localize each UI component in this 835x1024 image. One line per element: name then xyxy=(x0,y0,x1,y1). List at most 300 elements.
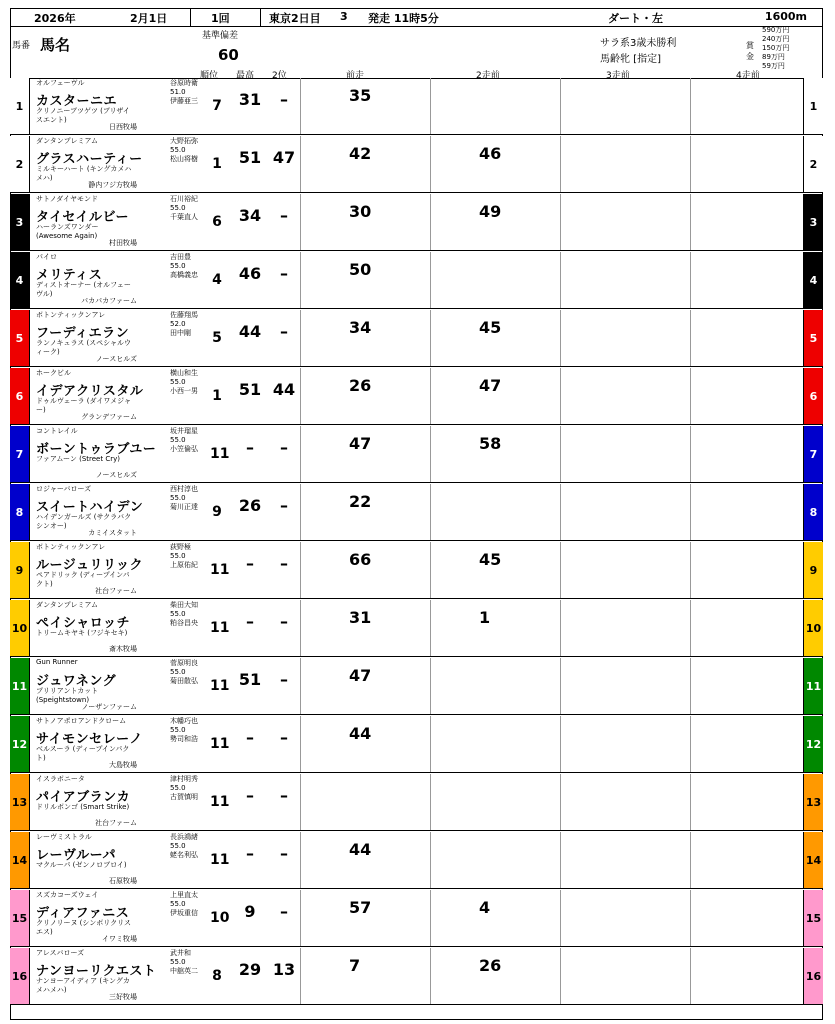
rank: 10 xyxy=(210,910,230,926)
trainer: 蛯名利弘 xyxy=(170,851,198,859)
prev2-score: 46 xyxy=(479,144,502,163)
prev3 xyxy=(560,136,690,192)
second-index: 44 xyxy=(272,380,296,399)
sire: パイロ xyxy=(36,253,57,261)
waku-left: 7 xyxy=(10,426,30,482)
jockey-info xyxy=(170,543,210,570)
prev3 xyxy=(560,716,690,772)
prev1 xyxy=(300,194,430,250)
sire: コントレイル xyxy=(36,427,78,435)
best-index: 51 xyxy=(238,148,262,167)
rank: 5 xyxy=(212,330,222,346)
prev2 xyxy=(430,78,560,134)
prev3 xyxy=(560,484,690,540)
prev4 xyxy=(690,368,803,424)
waku-right: 14 xyxy=(803,832,823,888)
jockey: 武井和 xyxy=(170,949,191,957)
prev2 xyxy=(430,600,560,656)
prev2 xyxy=(430,484,560,540)
trainer: 伊藤亜三 xyxy=(170,97,198,105)
jockey: 石川裕紀 xyxy=(170,195,198,203)
prev2-score: 4 xyxy=(479,898,491,917)
waku-right: 3 xyxy=(803,194,823,250)
best-index: 29 xyxy=(238,960,262,979)
jockey: 長浜鴻緒 xyxy=(170,833,198,841)
rank: 6 xyxy=(212,214,222,230)
sire: レーヴミストラル xyxy=(36,833,92,841)
waku-left: 4 xyxy=(10,252,30,308)
prev4 xyxy=(690,136,803,192)
horse-name: ナンヨーリクエスト xyxy=(36,964,157,979)
breeder: パカパカファーム xyxy=(81,297,137,305)
trainer: 勢司和浩 xyxy=(170,735,198,743)
dam: マクルーパ (ゼンノロブロイ) xyxy=(36,861,127,869)
best-index: – xyxy=(246,612,254,631)
sire: ロジャーバローズ xyxy=(36,485,92,493)
trainer: 松山将樹 xyxy=(170,155,198,163)
trainer: 小西一男 xyxy=(170,387,198,395)
prev1 xyxy=(300,542,430,598)
std-label: 基準偏差 xyxy=(202,31,239,41)
waku-right: 16 xyxy=(803,948,823,1004)
jockey-info xyxy=(170,137,210,164)
waku-left: 10 xyxy=(10,600,30,656)
prev1 xyxy=(300,658,430,714)
prev1 xyxy=(300,832,430,888)
jockey: 吉田豊 xyxy=(170,253,191,261)
weight: 55.0 xyxy=(170,668,186,676)
waku-right: 12 xyxy=(803,716,823,772)
prize-label: 賞金 xyxy=(746,41,754,61)
trainer: 粕谷昌央 xyxy=(170,619,198,627)
table-row xyxy=(10,774,823,831)
second-label: 2位 xyxy=(272,71,287,81)
sire: サトノアポロアンドクローム xyxy=(36,717,127,725)
jockey-info xyxy=(170,659,210,686)
jockey-info xyxy=(170,949,210,976)
prev4 xyxy=(690,832,803,888)
place: 東京2日目 xyxy=(260,8,340,26)
waku-right: 4 xyxy=(803,252,823,308)
jockey: 坂井瑠星 xyxy=(170,427,198,435)
rank: 8 xyxy=(212,968,222,984)
prev4 xyxy=(690,600,803,656)
prev2 xyxy=(430,716,560,772)
breeder: 石原牧場 xyxy=(109,877,137,885)
jockey: 木幡巧也 xyxy=(170,717,198,725)
prev2 xyxy=(430,948,560,1004)
jockey: 菅原明良 xyxy=(170,659,198,667)
horse-name: パイアブランカ xyxy=(36,790,131,805)
waku-right: 10 xyxy=(803,600,823,656)
prev1-score: 57 xyxy=(349,898,372,917)
dam: ベルスーラ (ディープインパクト) xyxy=(36,745,130,762)
prev3 xyxy=(560,890,690,946)
weight: 52.0 xyxy=(170,320,186,328)
jockey: 大野拓弥 xyxy=(170,137,198,145)
dam: ドゥルヴェーラ (ダイワメジャー) xyxy=(36,397,132,414)
second-index: – xyxy=(280,786,288,805)
table-row xyxy=(10,252,823,309)
prev1 xyxy=(300,948,430,1004)
breeder: イワミ牧場 xyxy=(102,935,137,943)
table-row xyxy=(10,78,823,135)
prev2 xyxy=(430,426,560,482)
distance: 1600m xyxy=(764,10,807,23)
dam: トリームキヤキ (フジキセキ) xyxy=(36,629,128,637)
horse-name: イデアクリスタル xyxy=(36,384,144,399)
waku-right: 9 xyxy=(803,542,823,598)
sire: ダンタンプレミアム xyxy=(36,137,99,145)
table-row xyxy=(10,658,823,715)
prev3 xyxy=(560,426,690,482)
table-row xyxy=(10,890,823,947)
rank: 1 xyxy=(212,388,222,404)
best-index: 26 xyxy=(238,496,262,515)
prev3 xyxy=(560,948,690,1004)
rank: 7 xyxy=(212,98,222,114)
prev2 xyxy=(430,310,560,366)
rank: 4 xyxy=(212,272,222,288)
prev1 xyxy=(300,252,430,308)
prev3 xyxy=(560,774,690,830)
prev3 xyxy=(560,542,690,598)
waku-left: 6 xyxy=(10,368,30,424)
waku-left: 9 xyxy=(10,542,30,598)
prev1-score: 7 xyxy=(349,956,361,975)
waku-right: 1 xyxy=(803,78,823,134)
weight: 51.0 xyxy=(170,88,186,96)
second-index: – xyxy=(280,264,288,283)
prev2 xyxy=(430,368,560,424)
sire: ボトンティックンアレ xyxy=(36,311,106,319)
sire: Gun Runner xyxy=(36,658,78,666)
second-index: – xyxy=(280,496,288,515)
horse-name: メリティス xyxy=(36,268,103,283)
dam: ドリルボンゴ (Smart Strike) xyxy=(36,803,130,811)
table-row xyxy=(10,716,823,773)
second-index: – xyxy=(280,438,288,457)
sire: スズカコーズウェイ xyxy=(36,891,99,899)
best-index: 51 xyxy=(238,380,262,399)
best-index: 31 xyxy=(238,90,262,109)
second-index: – xyxy=(280,902,288,921)
prev3 xyxy=(560,310,690,366)
race-number: 3 xyxy=(340,10,348,23)
prev1 xyxy=(300,368,430,424)
weight: 55.0 xyxy=(170,900,186,908)
second-index: – xyxy=(280,554,288,573)
umaban-label: 馬番 xyxy=(12,41,31,51)
prev1-label: 前走 xyxy=(346,71,365,81)
prize-5: 59万円 xyxy=(762,62,785,70)
dam: ハーランズワンダー (Awesome Again) xyxy=(36,223,99,240)
dam: クリノリーヌ (シンボリクリスエス) xyxy=(36,919,131,936)
prev4-label: 4走前 xyxy=(736,71,760,81)
waku-right: 7 xyxy=(803,426,823,482)
prev3 xyxy=(560,252,690,308)
jockey-info xyxy=(170,485,210,512)
horse-name: タイセイルビー xyxy=(36,210,129,225)
prev1 xyxy=(300,484,430,540)
breeder: 静内フジ方牧場 xyxy=(88,181,137,189)
trainer: 小笠倫弘 xyxy=(170,445,198,453)
prev1-score: 47 xyxy=(349,434,372,453)
waku-right: 2 xyxy=(803,136,823,192)
second-index: – xyxy=(280,322,288,341)
prev1-score: 35 xyxy=(349,86,372,105)
trainer: 伊坂重信 xyxy=(170,909,198,917)
weight: 55.0 xyxy=(170,204,186,212)
weight: 55.0 xyxy=(170,726,186,734)
prev4 xyxy=(690,426,803,482)
dam: ペアドリック (ディープインパクト) xyxy=(36,571,130,588)
sire: イスラボニータ xyxy=(36,775,85,783)
best-index: 9 xyxy=(244,902,256,921)
waku-right: 13 xyxy=(803,774,823,830)
jockey: 荻野極 xyxy=(170,543,191,551)
second-index: – xyxy=(280,612,288,631)
prev2 xyxy=(430,194,560,250)
race-header xyxy=(10,8,823,27)
prize-1: 590万円 xyxy=(762,26,790,34)
jockey-info xyxy=(170,717,210,744)
prev3 xyxy=(560,194,690,250)
prev4 xyxy=(690,948,803,1004)
trainer: 菊田散弘 xyxy=(170,677,198,685)
waku-left: 15 xyxy=(10,890,30,946)
rank: 11 xyxy=(210,446,230,462)
table-row xyxy=(10,136,823,193)
prev1-score: 44 xyxy=(349,840,372,859)
prev1-score: 22 xyxy=(349,492,372,511)
best-index: 46 xyxy=(238,264,262,283)
jockey-info xyxy=(170,775,210,802)
prev1-score: 47 xyxy=(349,666,372,685)
best-index: – xyxy=(246,786,254,805)
dam: ミルキーハート (キングカメハメハ) xyxy=(36,165,132,182)
prize-4: 89万円 xyxy=(762,53,785,61)
dam: ランノキュラス (スペシャルウィーク) xyxy=(36,339,132,356)
waku-left: 16 xyxy=(10,948,30,1004)
breeder: 村田牧場 xyxy=(109,239,137,247)
weight: 55.0 xyxy=(170,378,186,386)
breeder: 日西牧場 xyxy=(109,123,137,131)
prev1-score: 50 xyxy=(349,260,372,279)
breeder: 三好牧場 xyxy=(109,993,137,1001)
prev4 xyxy=(690,890,803,946)
prev4 xyxy=(690,252,803,308)
dam: ファアムーン (Street Cry) xyxy=(36,455,120,463)
jockey: 柴田大知 xyxy=(170,601,198,609)
best-index: – xyxy=(246,554,254,573)
jockey-info xyxy=(170,195,210,222)
sire: ホークビル xyxy=(36,369,71,377)
prev1 xyxy=(300,890,430,946)
waku-right: 15 xyxy=(803,890,823,946)
prev2 xyxy=(430,832,560,888)
weight: 55.0 xyxy=(170,494,186,502)
table-row xyxy=(10,600,823,657)
breeder: ノースヒルズ xyxy=(95,355,137,363)
waku-right: 6 xyxy=(803,368,823,424)
jockey-info xyxy=(170,79,210,106)
table-row xyxy=(10,426,823,483)
prev2-score: 26 xyxy=(479,956,502,975)
table-row xyxy=(10,832,823,889)
best-index: 51 xyxy=(238,670,262,689)
horse-label: 馬名 xyxy=(40,36,71,54)
prev3 xyxy=(560,832,690,888)
waku-right: 11 xyxy=(803,658,823,714)
prev1 xyxy=(300,774,430,830)
prev2 xyxy=(430,542,560,598)
breeder: 社台ファーム xyxy=(95,587,137,595)
prev1 xyxy=(300,78,430,134)
dam: クリノニーブツゲツ (ブリザイスエント) xyxy=(36,107,130,124)
prev2 xyxy=(430,658,560,714)
breeder: 社台ファーム xyxy=(95,819,137,827)
trainer: 中舘英二 xyxy=(170,967,198,975)
trainer: 上原佑紀 xyxy=(170,561,198,569)
prev2-score: 1 xyxy=(479,608,491,627)
waku-right: 5 xyxy=(803,310,823,366)
jockey-info xyxy=(170,427,210,454)
prev4 xyxy=(690,658,803,714)
waku-left: 11 xyxy=(10,658,30,714)
best-label: 最高 xyxy=(236,71,255,81)
prev2-score: 45 xyxy=(479,318,502,337)
dam: ナンヨーアイディア (キングカメハメハ) xyxy=(36,977,130,994)
breeder: ノースヒルズ xyxy=(95,471,137,479)
trainer: 高橋義忠 xyxy=(170,271,198,279)
prev2-score: 49 xyxy=(479,202,502,221)
dam: ハイデンガールズ (サクラバクシンオー) xyxy=(36,513,132,530)
weight: 55.0 xyxy=(170,610,186,618)
waku-left: 3 xyxy=(10,194,30,250)
rank: 11 xyxy=(210,620,230,636)
prev1-score: 44 xyxy=(349,724,372,743)
jockey: 佐藤翔馬 xyxy=(170,311,198,319)
trainer: 菊川正達 xyxy=(170,503,198,511)
rank: 11 xyxy=(210,562,230,578)
horse-name: カスターニエ xyxy=(36,94,118,109)
horse-name: ペイシャロッチ xyxy=(36,616,130,631)
second-index: – xyxy=(280,844,288,863)
horse-name: サイモンセレーノ xyxy=(36,732,143,747)
prev1-score: 30 xyxy=(349,202,372,221)
sire: オルフェーヴル xyxy=(36,79,85,87)
table-row xyxy=(10,310,823,367)
prev3 xyxy=(560,658,690,714)
second-index: 13 xyxy=(272,960,296,979)
prev3-label: 3走前 xyxy=(606,71,630,81)
prev1-score: 34 xyxy=(349,318,372,337)
second-index: – xyxy=(280,206,288,225)
sire: アレスバローズ xyxy=(36,949,85,957)
start-time: 発走 11時5分 xyxy=(368,12,439,25)
jockey: 谷原時衛 xyxy=(170,79,198,87)
prize-3: 150万円 xyxy=(762,44,790,52)
dam: プリリアントカット (Speightstown) xyxy=(36,687,99,704)
breeder: カミイスタット xyxy=(88,529,137,537)
second-index: – xyxy=(280,670,288,689)
rank: 1 xyxy=(212,156,222,172)
weight: 55.0 xyxy=(170,842,186,850)
prev1-score: 31 xyxy=(349,608,372,627)
horse-name: スイートハイデン xyxy=(36,500,144,515)
prev2 xyxy=(430,890,560,946)
weight: 55.0 xyxy=(170,262,186,270)
prize-list xyxy=(762,26,789,71)
jockey: 上里直太 xyxy=(170,891,198,899)
weight: 55.0 xyxy=(170,146,186,154)
prev1 xyxy=(300,600,430,656)
prize-2: 240万円 xyxy=(762,35,790,43)
waku-right: 8 xyxy=(803,484,823,540)
jockey: 西村淳也 xyxy=(170,485,198,493)
trainer: 千葉直人 xyxy=(170,213,198,221)
horse-name: ディアファニス xyxy=(36,906,130,921)
dam: ディストオーナー (オルフェーヴル) xyxy=(36,281,131,298)
rank: 11 xyxy=(210,794,230,810)
prev1-score: 26 xyxy=(349,376,372,395)
prev4 xyxy=(690,310,803,366)
prev4 xyxy=(690,78,803,134)
sire: ボトンティックンアレ xyxy=(36,543,106,551)
prev2-score: 45 xyxy=(479,550,502,569)
year: 2026年 xyxy=(34,12,76,25)
table-row xyxy=(10,484,823,541)
kai: 1回 xyxy=(190,8,260,26)
prev2-score: 58 xyxy=(479,434,502,453)
prev2 xyxy=(430,252,560,308)
rank: 9 xyxy=(212,504,222,520)
waku-left: 14 xyxy=(10,832,30,888)
jockey-info xyxy=(170,369,210,396)
day: 2月1日 xyxy=(130,12,168,25)
best-index: 34 xyxy=(238,206,262,225)
weight-rule: 馬齢牝 [指定] xyxy=(600,54,661,65)
prev1-score: 66 xyxy=(349,550,372,569)
second-index: – xyxy=(280,728,288,747)
trainer: 田中剛 xyxy=(170,329,191,337)
prev2 xyxy=(430,774,560,830)
horse-name: フーディエラン xyxy=(36,326,130,341)
prev3 xyxy=(560,368,690,424)
waku-left: 1 xyxy=(10,78,30,134)
prev1 xyxy=(300,716,430,772)
jockey-info xyxy=(170,311,210,338)
sire: サトノダイヤモンド xyxy=(36,195,98,203)
weight: 55.0 xyxy=(170,958,186,966)
sire: ダンタンプレミアム xyxy=(36,601,99,609)
breeder: ノーザンファーム xyxy=(81,703,137,711)
rank: 11 xyxy=(210,678,230,694)
rank: 11 xyxy=(210,736,230,752)
jockey-info xyxy=(170,891,210,918)
prev3 xyxy=(560,600,690,656)
horse-name: レーヴルーパ xyxy=(36,848,116,863)
prev1 xyxy=(300,136,430,192)
prev1 xyxy=(300,310,430,366)
best-index: 44 xyxy=(238,322,262,341)
sub-header xyxy=(10,26,823,79)
breeder: 大島牧場 xyxy=(109,761,137,769)
table-row xyxy=(10,194,823,251)
second-index: – xyxy=(280,90,288,109)
race-name: サラ系3歳未勝利 xyxy=(600,38,677,49)
